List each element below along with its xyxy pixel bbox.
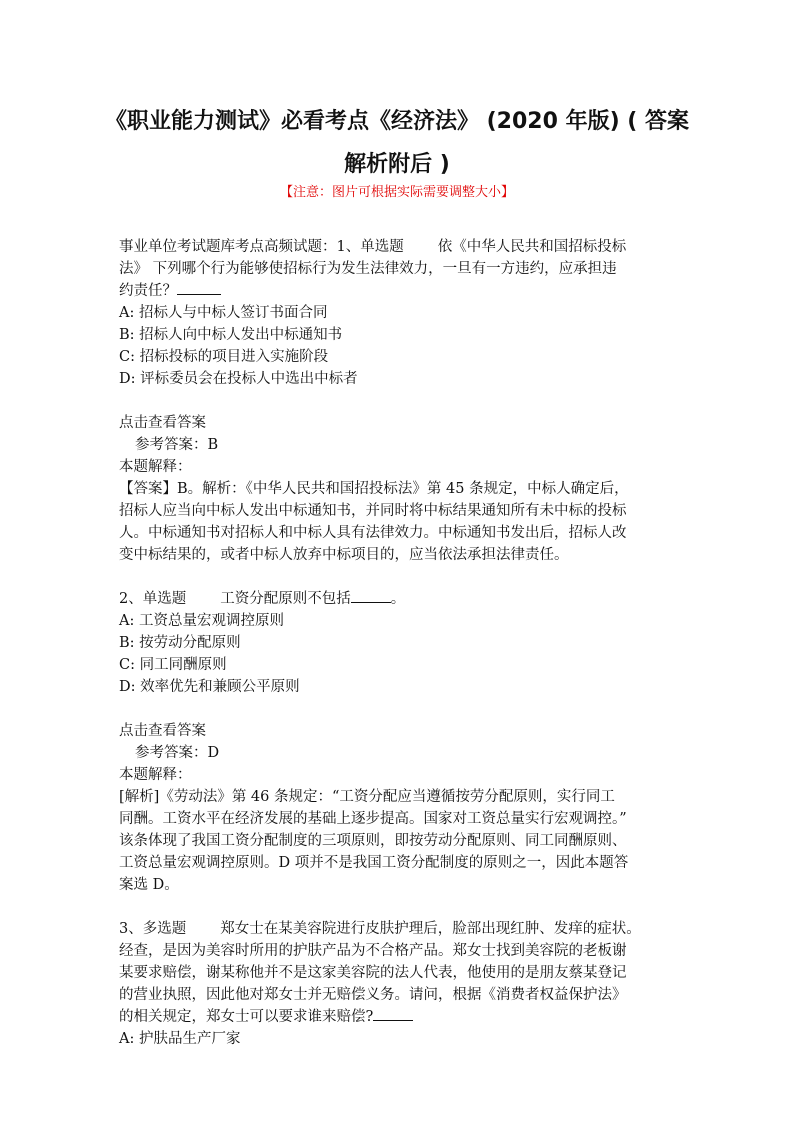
option-a: A: 工资总量宏观调控原则 (119, 613, 284, 629)
question-1-stem-line-3: 约责任？ (119, 280, 679, 302)
analysis-line: 该条体现了我国工资分配制度的三项原则，即按劳动分配原则、同工同酬原则、 (119, 833, 627, 849)
question-2-type: 2、单选题 (119, 591, 187, 607)
answer-blank (373, 1006, 413, 1021)
option-c: C: 同工同酬原则 (119, 657, 227, 673)
document-title-continued: 解析附后 ) (344, 152, 450, 177)
analysis-label: 本题解释： (119, 459, 192, 475)
option-d: D: 效率优先和兼顾公平原则 (119, 679, 300, 695)
answer-blank (351, 588, 391, 603)
analysis-line: 同酬。工资水平在经济发展的基础上逐步提高。国家对工资总量实行宏观调控。” (119, 811, 627, 827)
question-1-stem (119, 236, 679, 258)
analysis-label: 本题解释： (119, 767, 192, 783)
question-3-type: 3、多选题 (119, 921, 187, 937)
analysis-line: 【答案】B。解析：《中华人民共和国招投标法》第 45 条规定，中标人确定后， (119, 481, 629, 497)
question-3-stem (119, 918, 679, 940)
option-b: B: 招标人向中标人发出中标通知书 (119, 327, 343, 343)
reference-answer: 参考答案：D (135, 745, 220, 761)
reference-answer: 参考答案：B (135, 437, 219, 453)
analysis-line: 招标人应当向中标人发出中标通知书，并同时将中标结果通知所有未中标的投标 (119, 503, 627, 519)
question-3-stem-line: 经查，是因为美容时所用的护肤产品为不合格产品。郑女士找到美容院的老板谢 (119, 943, 627, 959)
option-d: D: 评标委员会在投标人中选出中标者 (119, 371, 358, 387)
analysis-line: 人。中标通知书对招标人和中标人具有法律效力。中标通知书发出后，招标人改 (119, 525, 627, 541)
question-2-text: 工资分配原则不包括 (220, 591, 351, 607)
analysis-line: 变中标结果的，或者中标人放弃中标项目的，应当依法承担法律责任。 (119, 547, 569, 563)
analysis-line: 工资总量宏观调控原则。D 项并不是我国工资分配制度的原则之一，因此本题答 (119, 855, 629, 871)
document-body (119, 236, 679, 1050)
question-3-text: 郑女士在某美容院进行皮肤护理后，脸部出现红肿、发痒的症状。 (220, 921, 641, 937)
question-2-stem: 2、单选题 工资分配原则不包括 。 (119, 588, 679, 610)
answer-blank (177, 280, 221, 295)
view-answer-link[interactable]: 点击查看答案 (119, 415, 206, 431)
question-1-type: 事业单位考试题库考点高频试题：1、单选题 (119, 239, 404, 255)
question-3-stem-last-line: 的相关规定，郑女士可以要求谁来赔偿? (119, 1006, 679, 1028)
option-a: A: 护肤品生产厂家 (119, 1031, 241, 1047)
document-title: 《职业能力测试》必看考点《经济法》 (2020 年版) ( 答案 (104, 109, 690, 134)
analysis-line: 案选 D。 (119, 877, 179, 893)
image-size-notice: 【注意：图片可根据实际需要调整大小】 (279, 185, 514, 200)
question-3-stem-line: 某要求赔偿，谢某称他并不是这家美容院的法人代表，他使用的是朋友蔡某登记 (119, 965, 627, 981)
question-1-text: 依《中华人民共和国招标投标 (437, 239, 627, 255)
view-answer-link[interactable]: 点击查看答案 (119, 723, 206, 739)
question-1-stem-line-2: 法》 下列哪个行为能够使招标行为发生法律效力，一旦有一方违约，应承担违 (119, 261, 617, 277)
option-b: B: 按劳动分配原则 (119, 635, 241, 651)
question-3-stem-line: 的营业执照，因此他对郑女士并无赔偿义务。请问，根据《消费者权益保护法》 (119, 987, 627, 1003)
option-c: C: 招标投标的项目进入实施阶段 (119, 349, 329, 365)
option-a: A: 招标人与中标人签订书面合同 (119, 305, 328, 321)
analysis-line: [解析]《劳动法》第 46 条规定：“工资分配应当遵循按劳分配原则，实行同工 (119, 789, 615, 805)
